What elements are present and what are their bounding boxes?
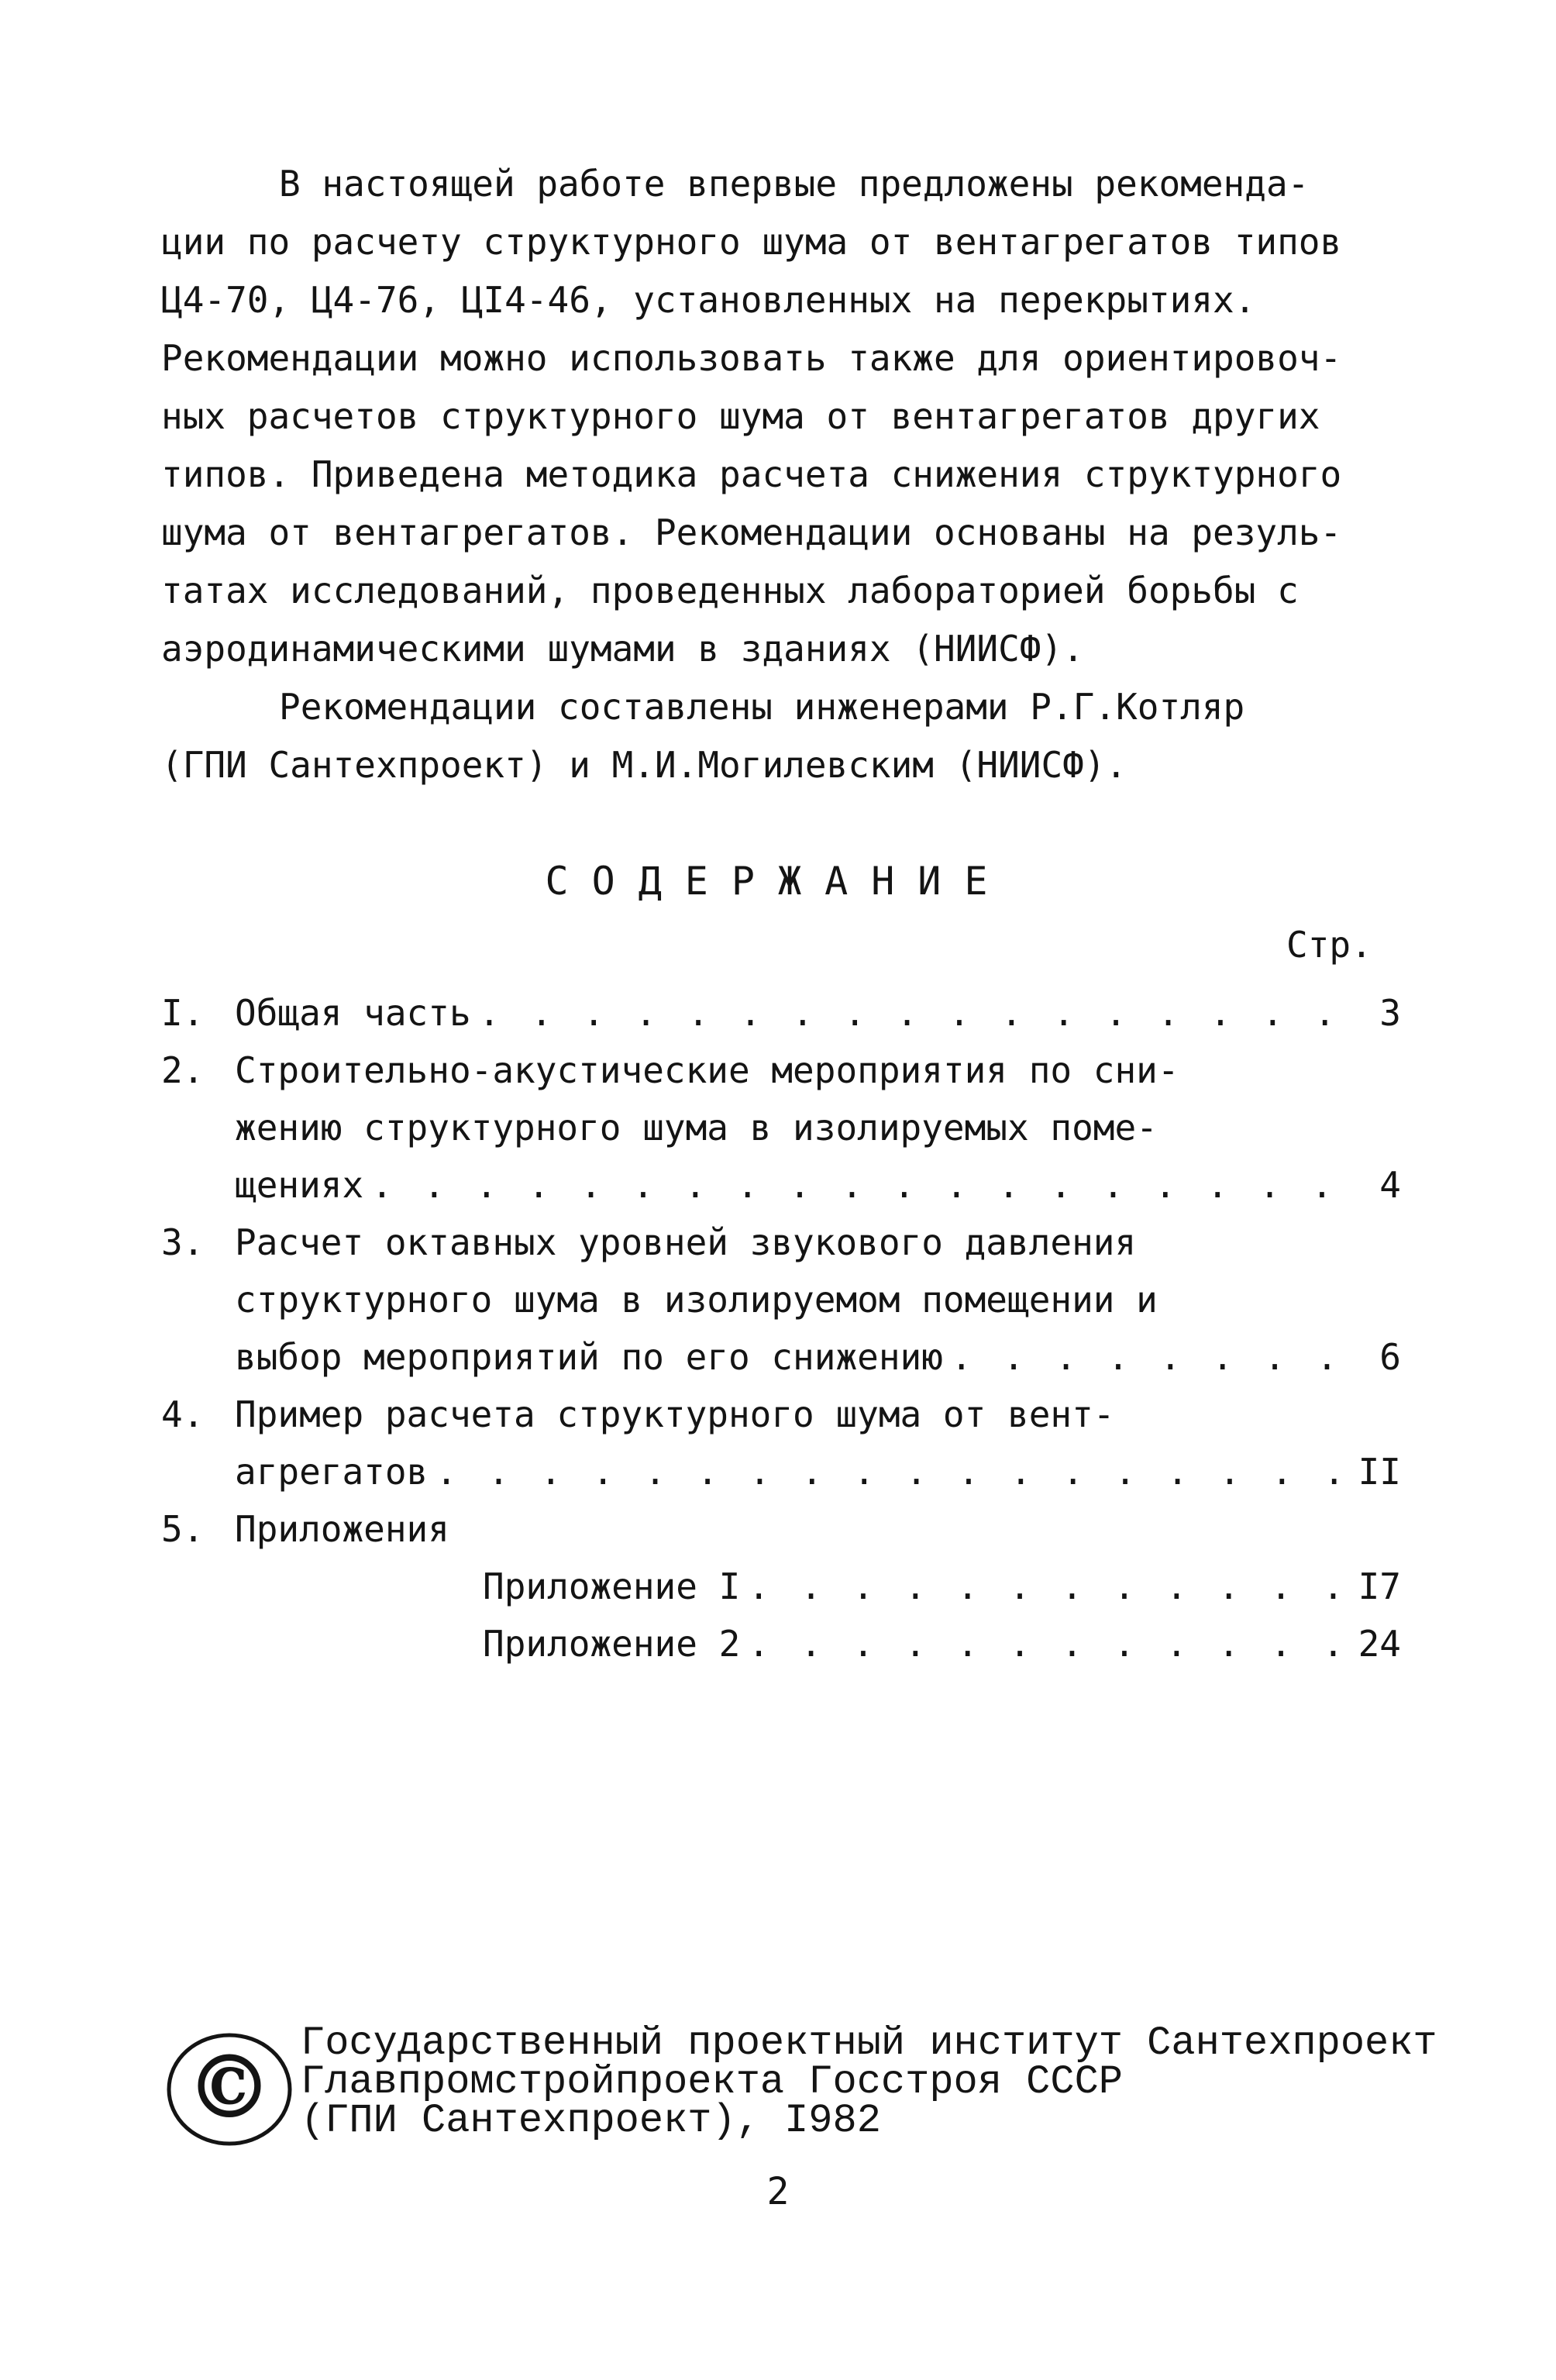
toc-entry-page: 4: [1379, 1164, 1401, 1206]
text-line: Ц4-70, Ц4-76, ЦI4-46, установленных на перекрытиях.: [161, 279, 1256, 321]
text-line: ции по расчету структурного шума от вентагрегатов типов: [161, 221, 1342, 263]
text-line: (ГПИ Сантехпроект) и М.И.Могилевским (НИИСФ).: [161, 744, 1127, 786]
toc-title: СОДЕРЖАНИЕ: [545, 859, 1011, 904]
toc-appendix-label: Приложение 2: [483, 1623, 741, 1665]
toc-appendix-page: 24: [1358, 1623, 1401, 1665]
table-of-contents: [161, 984, 1401, 1672]
intro-text: [161, 155, 1432, 794]
toc-appendix-entry: [483, 1558, 1401, 1615]
toc-entry-title-line: щениях: [235, 1164, 364, 1206]
text-line: типов. Приведена методика расчета снижения структурного: [161, 453, 1342, 495]
toc-entry-title-line: выбор мероприятий по его снижению: [235, 1336, 943, 1378]
text-line: татах исследований, проведенных лабораторией борьбы с: [161, 570, 1299, 611]
toc-leader-dots: [371, 1156, 1339, 1214]
toc-entry-title-line: Пример расчета структурного шума от вент-: [235, 1393, 1115, 1435]
toc-leader-dots: [951, 1328, 1339, 1386]
toc-entry-title-line: Строительно-акустические мероприятия по сни-: [235, 1049, 1179, 1091]
toc-entry-title: Общая часть: [235, 992, 471, 1034]
toc-page-column-label: Стр.: [1286, 924, 1372, 966]
toc-leader-dots: [748, 1558, 1339, 1615]
toc-entry-number: I.: [161, 992, 205, 1034]
toc-entry-number: 5.: [161, 1508, 205, 1550]
toc-entry: [161, 1386, 1401, 1500]
toc-appendix-label: Приложение I: [483, 1565, 741, 1607]
toc-appendix-page: I7: [1358, 1565, 1401, 1607]
toc-entry-page: 6: [1379, 1336, 1401, 1378]
text-line: В настоящей работе впервые предложены рекоменда-: [279, 163, 1310, 205]
toc-entry-title: Приложения: [235, 1508, 449, 1550]
toc-leader-dots: [435, 1443, 1339, 1500]
toc-entry-number: 3.: [161, 1221, 205, 1263]
toc-leader-dots: [748, 1615, 1339, 1672]
copyright-icon: [164, 2030, 294, 2148]
copyright-line: Главпромстройпроекта Госстроя СССР: [301, 2059, 1123, 2105]
intro-paragraph-2: [161, 678, 1432, 794]
copyright-block: [164, 2020, 1437, 2156]
toc-appendix-entry: [483, 1615, 1401, 1672]
toc-entry: [161, 1042, 1401, 1214]
toc-entry-page: II: [1358, 1451, 1401, 1493]
intro-paragraph-1: [161, 155, 1432, 678]
copyright-text: [301, 2020, 1437, 2144]
toc-entry: [161, 984, 1401, 1042]
toc-entry-number: 4.: [161, 1393, 205, 1435]
copyright-line: Государственный проектный институт Сантехпроект: [301, 2020, 1437, 2066]
toc-leader-dots: [479, 984, 1339, 1042]
toc-entry-title-line: жению структурного шума в изолируемых поме-: [235, 1107, 1158, 1149]
page-number: 2: [766, 2170, 790, 2213]
text-line: аэродинамическими шумами в зданиях (НИИСФ).: [161, 628, 1084, 670]
toc-entry-title-line: Расчет октавных уровней звукового давления: [235, 1221, 1137, 1263]
text-line: Рекомендации можно использовать также для ориентировоч-: [161, 337, 1342, 379]
toc-entry: [161, 1500, 1401, 1558]
text-line: Рекомендации составлены инженерами Р.Г.Котляр: [279, 686, 1245, 728]
toc-entry-number: 2.: [161, 1049, 205, 1091]
copyright-symbol-glyph: ©: [186, 2037, 273, 2138]
toc-entry-page: 3: [1379, 992, 1401, 1034]
toc-entry: [161, 1214, 1401, 1386]
text-line: шума от вентагрегатов. Рекомендации основаны на резуль-: [161, 511, 1342, 553]
text-line: ных расчетов структурного шума от вентагрегатов других: [161, 395, 1320, 437]
toc-entry-title-line: агрегатов: [235, 1451, 429, 1493]
copyright-line: (ГПИ Сантехпроект), I982: [301, 2098, 881, 2144]
toc-entry-title-line: структурного шума в изолируемом помещении и: [235, 1279, 1158, 1321]
